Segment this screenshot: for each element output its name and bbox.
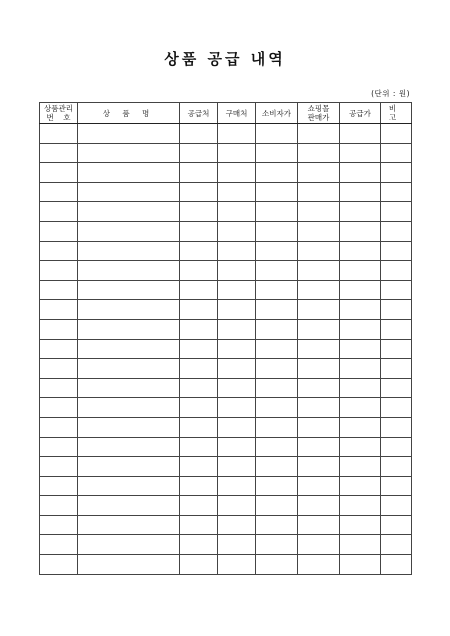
cell-consumer-price[interactable] — [256, 221, 298, 241]
cell-mall-price[interactable] — [298, 496, 340, 516]
cell-consumer-price[interactable] — [256, 359, 298, 379]
cell-remarks[interactable] — [381, 124, 412, 144]
table-row — [40, 124, 412, 144]
cell-product-no[interactable] — [40, 378, 78, 398]
cell-mall-price[interactable] — [298, 300, 340, 320]
cell-mall-price[interactable] — [298, 359, 340, 379]
header-product-no — [40, 103, 78, 124]
cell-purchaser[interactable] — [218, 437, 256, 457]
cell-supply-price[interactable] — [340, 437, 381, 457]
cell-product-no[interactable] — [40, 143, 78, 163]
cell-supplier[interactable] — [180, 280, 218, 300]
cell-product-name[interactable] — [78, 437, 180, 457]
cell-supply-price[interactable] — [340, 241, 381, 261]
cell-supply-price[interactable] — [340, 378, 381, 398]
cell-product-name[interactable] — [78, 476, 180, 496]
cell-mall-price[interactable] — [298, 555, 340, 575]
cell-supplier[interactable] — [180, 515, 218, 535]
cell-product-no[interactable] — [40, 280, 78, 300]
cell-supply-price[interactable] — [340, 339, 381, 359]
cell-product-no[interactable] — [40, 417, 78, 437]
cell-product-no[interactable] — [40, 359, 78, 379]
table-row — [40, 319, 412, 339]
table-row — [40, 476, 412, 496]
cell-supply-price[interactable] — [340, 476, 381, 496]
cell-product-no[interactable] — [40, 496, 78, 516]
cell-supply-price[interactable] — [340, 496, 381, 516]
cell-supplier[interactable] — [180, 476, 218, 496]
cell-purchaser[interactable] — [218, 535, 256, 555]
header-row — [40, 103, 412, 124]
cell-purchaser[interactable] — [218, 241, 256, 261]
cell-mall-price[interactable] — [298, 261, 340, 281]
cell-product-name[interactable] — [78, 378, 180, 398]
cell-mall-price[interactable] — [298, 378, 340, 398]
cell-remarks[interactable] — [381, 163, 412, 183]
header-purchaser: 구매처 — [218, 103, 256, 124]
cell-purchaser[interactable] — [218, 202, 256, 222]
cell-product-name[interactable] — [78, 457, 180, 477]
cell-supplier[interactable] — [180, 319, 218, 339]
cell-mall-price[interactable] — [298, 457, 340, 477]
header-consumer-price: 소비자가 — [256, 103, 298, 124]
cell-consumer-price[interactable] — [256, 398, 298, 418]
cell-mall-price[interactable] — [298, 476, 340, 496]
cell-supplier[interactable] — [180, 457, 218, 477]
table-row — [40, 163, 412, 183]
cell-product-name[interactable] — [78, 535, 180, 555]
header-supply-price: 공급가 — [340, 103, 381, 124]
table-row — [40, 535, 412, 555]
cell-mall-price[interactable] — [298, 182, 340, 202]
cell-consumer-price[interactable] — [256, 163, 298, 183]
cell-product-no[interactable] — [40, 555, 78, 575]
cell-consumer-price[interactable] — [256, 476, 298, 496]
cell-remarks[interactable] — [381, 535, 412, 555]
cell-product-name[interactable] — [78, 496, 180, 516]
cell-mall-price[interactable] — [298, 437, 340, 457]
table-row — [40, 555, 412, 575]
cell-mall-price[interactable] — [298, 163, 340, 183]
cell-purchaser[interactable] — [218, 515, 256, 535]
cell-product-name[interactable] — [78, 319, 180, 339]
header-product-name: 상 품 명 — [78, 103, 180, 124]
cell-consumer-price[interactable] — [256, 241, 298, 261]
cell-supplier[interactable] — [180, 398, 218, 418]
cell-mall-price[interactable] — [298, 221, 340, 241]
cell-remarks[interactable] — [381, 457, 412, 477]
cell-supply-price[interactable] — [340, 280, 381, 300]
cell-supplier[interactable] — [180, 241, 218, 261]
header-mall-price-line1: 쇼핑몰 — [307, 104, 330, 113]
cell-supply-price[interactable] — [340, 202, 381, 222]
cell-purchaser[interactable] — [218, 339, 256, 359]
cell-product-no[interactable] — [40, 261, 78, 281]
cell-mall-price[interactable] — [298, 319, 340, 339]
cell-product-name[interactable] — [78, 280, 180, 300]
table-row — [40, 143, 412, 163]
cell-purchaser[interactable] — [218, 280, 256, 300]
cell-product-no[interactable] — [40, 202, 78, 222]
cell-supply-price[interactable] — [340, 515, 381, 535]
cell-supplier[interactable] — [180, 124, 218, 144]
cell-consumer-price[interactable] — [256, 261, 298, 281]
cell-supplier[interactable] — [180, 300, 218, 320]
cell-remarks[interactable] — [381, 280, 412, 300]
cell-consumer-price[interactable] — [256, 457, 298, 477]
cell-product-name[interactable] — [78, 143, 180, 163]
cell-consumer-price[interactable] — [256, 535, 298, 555]
cell-supply-price[interactable] — [340, 359, 381, 379]
cell-consumer-price[interactable] — [256, 339, 298, 359]
cell-supply-price[interactable] — [340, 300, 381, 320]
cell-consumer-price[interactable] — [256, 182, 298, 202]
cell-consumer-price[interactable] — [256, 515, 298, 535]
cell-product-no[interactable] — [40, 182, 78, 202]
cell-purchaser[interactable] — [218, 182, 256, 202]
cell-product-no[interactable] — [40, 515, 78, 535]
cell-purchaser[interactable] — [218, 319, 256, 339]
cell-mall-price[interactable] — [298, 535, 340, 555]
cell-product-name[interactable] — [78, 339, 180, 359]
cell-product-name[interactable] — [78, 124, 180, 144]
cell-purchaser[interactable] — [218, 555, 256, 575]
cell-product-name[interactable] — [78, 261, 180, 281]
table-row — [40, 241, 412, 261]
cell-product-name[interactable] — [78, 202, 180, 222]
cell-supplier[interactable] — [180, 359, 218, 379]
cell-supplier[interactable] — [180, 261, 218, 281]
cell-consumer-price[interactable] — [256, 496, 298, 516]
cell-consumer-price[interactable] — [256, 555, 298, 575]
header-product-no-line2: 번 호 — [46, 113, 71, 122]
cell-supplier[interactable] — [180, 378, 218, 398]
cell-remarks[interactable] — [381, 143, 412, 163]
unit-note: (단위 : 원) — [371, 89, 410, 98]
cell-product-name[interactable] — [78, 359, 180, 379]
cell-remarks[interactable] — [381, 437, 412, 457]
cell-mall-price[interactable] — [298, 280, 340, 300]
header-remarks: 비 고 — [381, 103, 412, 124]
table-row — [40, 378, 412, 398]
header-supplier: 공급처 — [180, 103, 218, 124]
cell-product-name[interactable] — [78, 398, 180, 418]
cell-supply-price[interactable] — [340, 398, 381, 418]
header-mall-price-line2: 판매가 — [307, 113, 330, 122]
cell-supply-price[interactable] — [340, 163, 381, 183]
cell-consumer-price[interactable] — [256, 319, 298, 339]
cell-supplier[interactable] — [180, 417, 218, 437]
cell-purchaser[interactable] — [218, 124, 256, 144]
cell-supplier[interactable] — [180, 221, 218, 241]
cell-product-no[interactable] — [40, 163, 78, 183]
table-body — [40, 124, 412, 575]
cell-consumer-price[interactable] — [256, 300, 298, 320]
cell-purchaser[interactable] — [218, 496, 256, 516]
cell-supply-price[interactable] — [340, 261, 381, 281]
header-product-no-line1: 상품관리 — [44, 104, 73, 113]
cell-purchaser[interactable] — [218, 457, 256, 477]
cell-remarks[interactable] — [381, 319, 412, 339]
cell-remarks[interactable] — [381, 241, 412, 261]
cell-product-no[interactable] — [40, 319, 78, 339]
supply-table — [39, 102, 412, 575]
cell-mall-price[interactable] — [298, 417, 340, 437]
table-row — [40, 182, 412, 202]
cell-remarks[interactable] — [381, 496, 412, 516]
cell-remarks[interactable] — [381, 515, 412, 535]
cell-purchaser[interactable] — [218, 378, 256, 398]
cell-supplier[interactable] — [180, 535, 218, 555]
cell-supplier[interactable] — [180, 202, 218, 222]
cell-purchaser[interactable] — [218, 417, 256, 437]
cell-supplier[interactable] — [180, 555, 218, 575]
cell-supply-price[interactable] — [340, 457, 381, 477]
cell-mall-price[interactable] — [298, 339, 340, 359]
cell-product-name[interactable] — [78, 221, 180, 241]
cell-purchaser[interactable] — [218, 163, 256, 183]
cell-purchaser[interactable] — [218, 261, 256, 281]
table-row — [40, 515, 412, 535]
cell-remarks[interactable] — [381, 221, 412, 241]
cell-supply-price[interactable] — [340, 319, 381, 339]
cell-consumer-price[interactable] — [256, 280, 298, 300]
cell-mall-price[interactable] — [298, 202, 340, 222]
cell-remarks[interactable] — [381, 202, 412, 222]
cell-supply-price[interactable] — [340, 535, 381, 555]
cell-purchaser[interactable] — [218, 476, 256, 496]
table-row — [40, 300, 412, 320]
cell-consumer-price[interactable] — [256, 417, 298, 437]
cell-product-no[interactable] — [40, 437, 78, 457]
cell-consumer-price[interactable] — [256, 202, 298, 222]
cell-remarks[interactable] — [381, 261, 412, 281]
table-row — [40, 417, 412, 437]
table-row — [40, 359, 412, 379]
document-title: 상품 공급 내역 — [164, 50, 286, 68]
cell-mall-price[interactable] — [298, 398, 340, 418]
cell-supplier[interactable] — [180, 163, 218, 183]
cell-product-name[interactable] — [78, 515, 180, 535]
cell-purchaser[interactable] — [218, 300, 256, 320]
table-row — [40, 261, 412, 281]
header-mall-price — [298, 103, 340, 124]
cell-supplier[interactable] — [180, 496, 218, 516]
cell-remarks[interactable] — [381, 182, 412, 202]
cell-product-name[interactable] — [78, 555, 180, 575]
cell-mall-price[interactable] — [298, 124, 340, 144]
cell-product-name[interactable] — [78, 417, 180, 437]
cell-supply-price[interactable] — [340, 417, 381, 437]
cell-supply-price[interactable] — [340, 555, 381, 575]
cell-consumer-price[interactable] — [256, 124, 298, 144]
cell-supply-price[interactable] — [340, 124, 381, 144]
cell-product-no[interactable] — [40, 535, 78, 555]
cell-remarks[interactable] — [381, 359, 412, 379]
cell-product-no[interactable] — [40, 339, 78, 359]
cell-supply-price[interactable] — [340, 221, 381, 241]
cell-supplier[interactable] — [180, 143, 218, 163]
cell-supply-price[interactable] — [340, 182, 381, 202]
cell-remarks[interactable] — [381, 398, 412, 418]
cell-product-name[interactable] — [78, 300, 180, 320]
cell-remarks[interactable] — [381, 417, 412, 437]
cell-supplier[interactable] — [180, 182, 218, 202]
cell-product-no[interactable] — [40, 476, 78, 496]
cell-supplier[interactable] — [180, 437, 218, 457]
cell-supplier[interactable] — [180, 339, 218, 359]
table-row — [40, 339, 412, 359]
cell-remarks[interactable] — [381, 339, 412, 359]
cell-supply-price[interactable] — [340, 143, 381, 163]
table-row — [40, 398, 412, 418]
cell-remarks[interactable] — [381, 378, 412, 398]
cell-consumer-price[interactable] — [256, 437, 298, 457]
cell-purchaser[interactable] — [218, 359, 256, 379]
cell-product-name[interactable] — [78, 163, 180, 183]
cell-product-no[interactable] — [40, 241, 78, 261]
table-row — [40, 496, 412, 516]
cell-product-no[interactable] — [40, 300, 78, 320]
cell-remarks[interactable] — [381, 476, 412, 496]
table-row — [40, 221, 412, 241]
cell-purchaser[interactable] — [218, 143, 256, 163]
table-row — [40, 202, 412, 222]
cell-consumer-price[interactable] — [256, 378, 298, 398]
cell-remarks[interactable] — [381, 555, 412, 575]
cell-product-no[interactable] — [40, 124, 78, 144]
cell-consumer-price[interactable] — [256, 143, 298, 163]
cell-product-no[interactable] — [40, 221, 78, 241]
cell-purchaser[interactable] — [218, 398, 256, 418]
table-row — [40, 457, 412, 477]
cell-purchaser[interactable] — [218, 221, 256, 241]
cell-product-name[interactable] — [78, 241, 180, 261]
table-row — [40, 437, 412, 457]
cell-mall-price[interactable] — [298, 515, 340, 535]
cell-product-name[interactable] — [78, 182, 180, 202]
cell-mall-price[interactable] — [298, 241, 340, 261]
table-row — [40, 280, 412, 300]
cell-remarks[interactable] — [381, 300, 412, 320]
cell-mall-price[interactable] — [298, 143, 340, 163]
cell-product-no[interactable] — [40, 457, 78, 477]
cell-product-no[interactable] — [40, 398, 78, 418]
